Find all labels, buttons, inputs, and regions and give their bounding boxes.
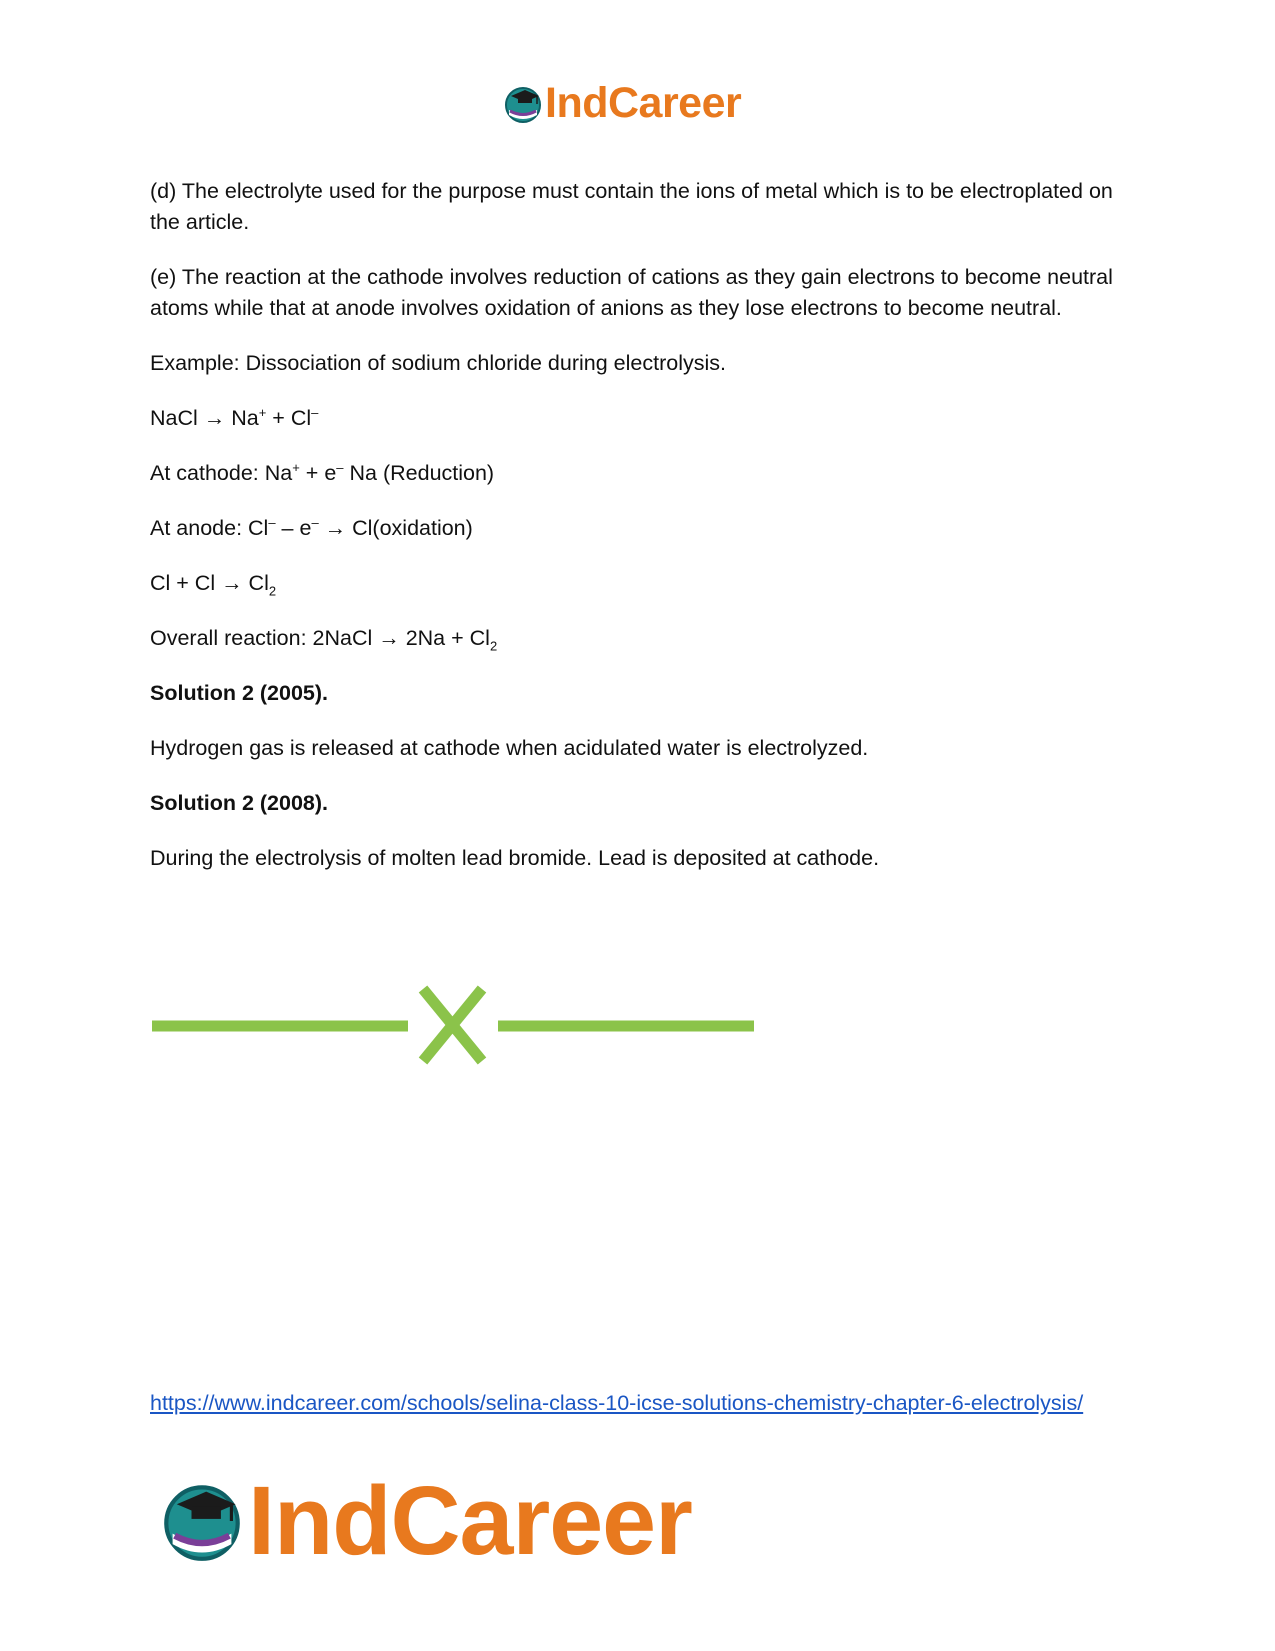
superscript: – (336, 459, 344, 475)
header-logo (503, 79, 741, 128)
paragraph-d: (d) The electrolyte used for the purpose must contain the ions of metal which is to be electroplated on the article. (150, 179, 1113, 234)
equation-dissociation (150, 403, 1125, 434)
equation-part: At cathode: Na (150, 461, 293, 485)
paragraph-e: (e) The reaction at the cathode involves reduction of cations as they gain electrons to become neutral atoms while that at anode involves oxidation of anions as they lose electrons to become neutral. (150, 265, 1113, 320)
footer-logo-text: IndCareer (248, 1466, 692, 1575)
equation-part: + Cl (266, 406, 312, 430)
superscript: – (311, 404, 319, 420)
superscript: + (258, 404, 267, 420)
paragraph-example: Example: Dissociation of sodium chloride during electrolysis. (150, 351, 726, 375)
document-body (150, 176, 1125, 898)
equation-combine (150, 568, 1125, 599)
equation-part: → Cl(oxidation) (318, 516, 473, 540)
header-logo-text: IndCareer (545, 79, 742, 127)
superscript: + (292, 459, 300, 475)
equation-part: At anode: Cl (150, 516, 269, 540)
superscript: – (268, 514, 276, 530)
footer-logo (160, 1465, 692, 1577)
graduation-cap-book-globe-icon (503, 84, 543, 124)
x-divider-icon (150, 985, 756, 1065)
subscript: 2 (489, 638, 498, 654)
solution-text: Hydrogen gas is released at cathode when acidulated water is electrolyzed. (150, 736, 869, 760)
equation-cathode (150, 458, 1125, 489)
equation-overall (150, 623, 1125, 654)
superscript: – (311, 514, 319, 530)
solution-heading: Solution 2 (2005). (150, 681, 329, 705)
equation-part: + e (299, 461, 337, 485)
equation-part: NaCl → Na (150, 406, 259, 430)
equation-part: Overall reaction: 2NaCl → 2Na + Cl (150, 626, 490, 650)
graduation-cap-book-globe-icon (160, 1479, 244, 1563)
equation-part: – e (275, 516, 312, 540)
subscript: 2 (268, 583, 277, 599)
equation-part: Cl + Cl → Cl (150, 571, 269, 595)
source-url-link[interactable]: https://www.indcareer.com/schools/selina-class-10-icse-solutions-chemistry-chapter-6-electrolysis/ (150, 1391, 1084, 1415)
equation-anode (150, 513, 1125, 544)
solution-text: During the electrolysis of molten lead bromide. Lead is deposited at cathode. (150, 846, 880, 870)
equation-part: Na (Reduction) (343, 461, 495, 485)
solution-heading: Solution 2 (2008). (150, 791, 329, 815)
